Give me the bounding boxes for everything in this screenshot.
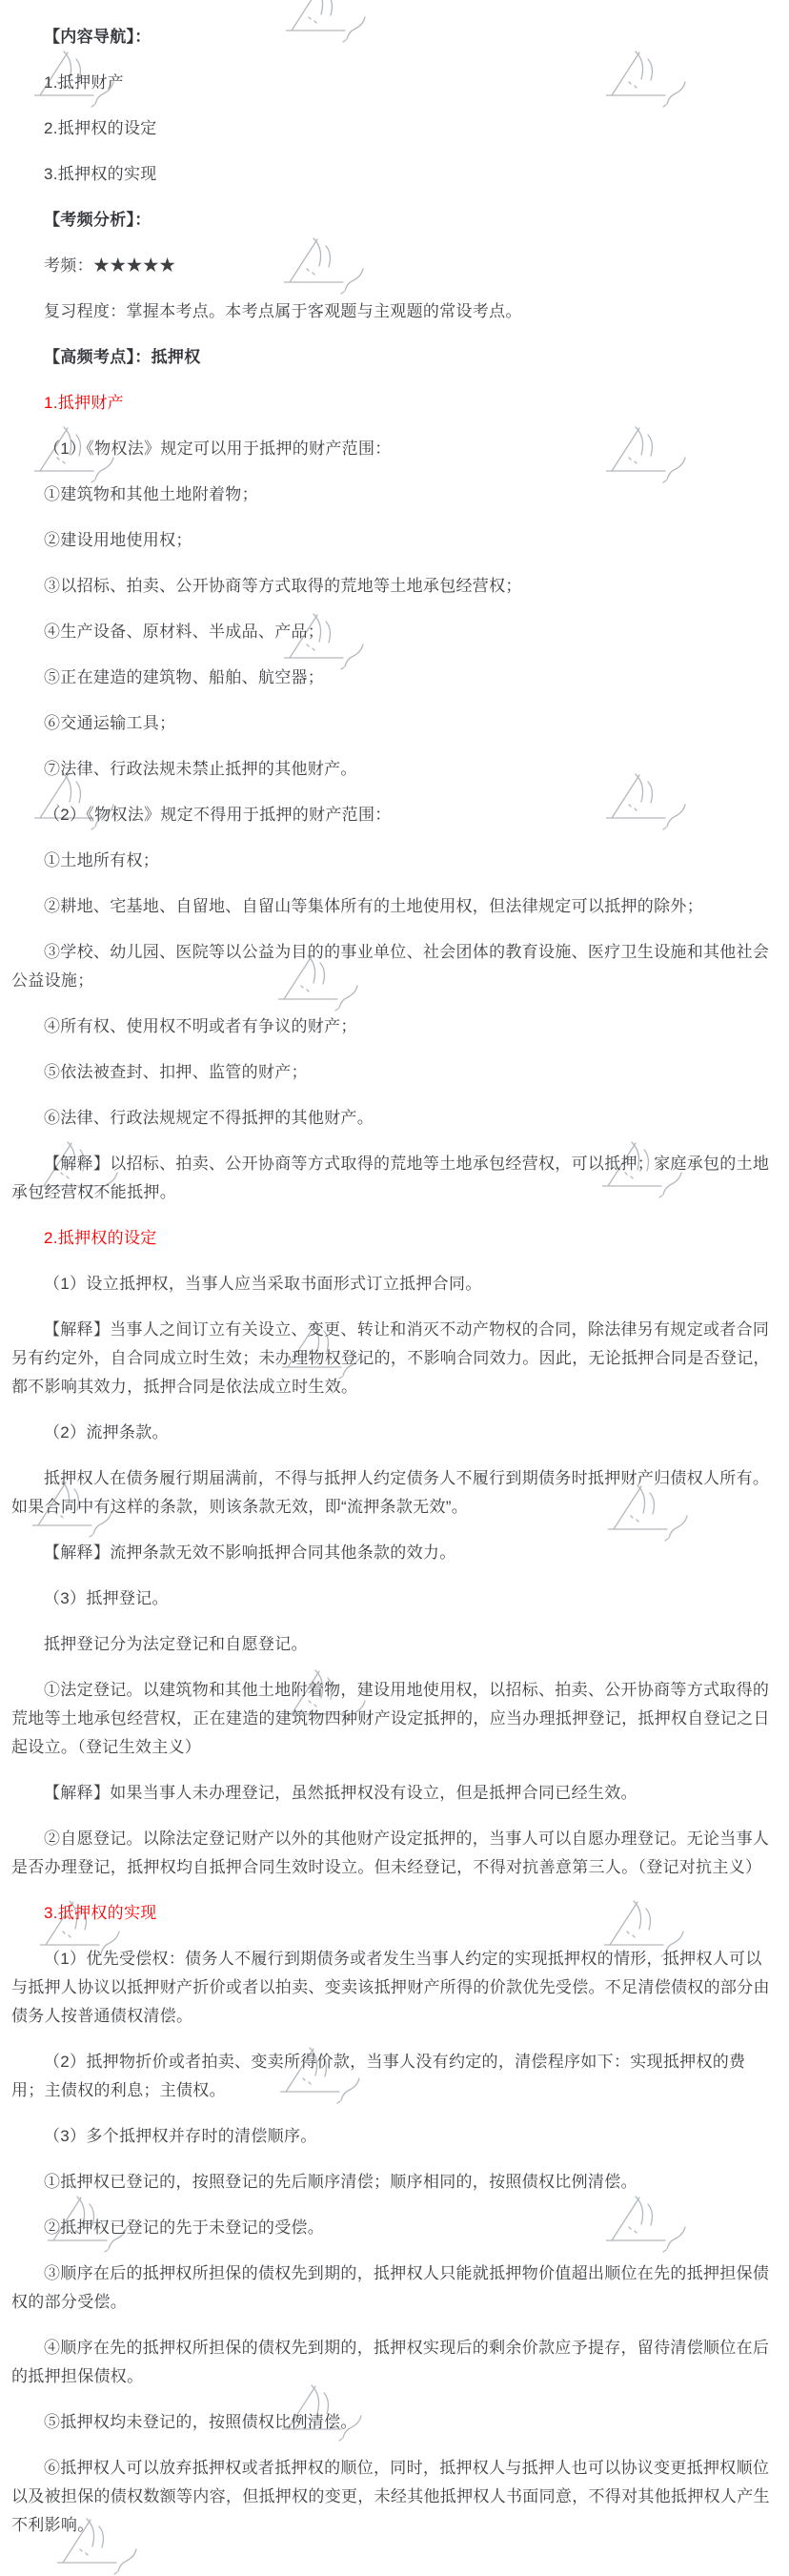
paragraph: （3）抵押登记。 <box>44 1589 169 1607</box>
paragraph: ③学校、幼儿园、医院等以公益为目的的事业单位、社会团体的教育设施、医疗卫生设施和其他社会公益设施； <box>11 943 770 990</box>
paragraph: ④生产设备、原材料、半成品、产品； <box>44 623 325 641</box>
paragraph: （1）《物权法》规定可以用于抵押的财产范围： <box>44 440 392 458</box>
paragraph: ①土地所有权； <box>44 851 160 869</box>
paragraph: ②建设用地使用权； <box>44 531 192 549</box>
paragraph: （3）多个抵押权并存时的清偿顺序。 <box>44 2127 317 2145</box>
section-heading: 2.抵押权的设定 <box>44 1229 157 1247</box>
paragraph-list <box>11 23 778 2540</box>
section-heading: 3.抵押权的实现 <box>44 1904 157 1922</box>
paragraph: ④所有权、使用权不明或者有争议的财产； <box>44 1017 357 1035</box>
paragraph: ⑥抵押权人可以放弃抵押权或者抵押权的顺位，同时，抵押权人与抵押人也可以协议变更抵押权顺位以及被担保的债权数额等内容，但抵押权的变更，未经其他抵押权人书面同意，不得对其他抵押权人产生不利影响。 <box>11 2459 770 2534</box>
paragraph: ①法定登记。以建筑物和其他土地附着物，建设用地使用权，以招标、拍卖、公开协商等方式取得的荒地等土地承包经营权，正在建造的建筑物四种财产设定抵押的，应当办理抵押登记，抵押权自登记之日起设立。（登记生效主义） <box>11 1681 770 1756</box>
paragraph: ②自愿登记。以除法定登记财产以外的其他财产设定抵押的，当事人可以自愿办理登记。无论当事人是否办理登记，抵押权均自抵押合同生效时设立。但未经登记，不得对抗善意第三人。（登记对抗主义） <box>11 1830 770 1876</box>
paragraph: ⑦法律、行政法规未禁止抵押的其他财产。 <box>44 760 357 778</box>
paragraph: ①抵押权已登记的，按照登记的先后顺序清偿；顺序相同的，按照债权比例清偿。 <box>44 2173 637 2191</box>
paragraph: （1）优先受偿权：债务人不履行到期债务或者发生当事人约定的实现抵押权的情形，抵押权人可以与抵押人协议以抵押财产折价或者以拍卖、变卖该抵押财产所得的价款优先受偿。不足清偿债权的部分由债务人按普通债权清偿。 <box>11 1950 770 2025</box>
paragraph: ④顺序在先的抵押权所担保的债权先到期的，抵押权实现后的剩余价款应予提存，留待清偿顺位在后的抵押担保债权。 <box>11 2339 770 2385</box>
paragraph: 2.抵押权的设定 <box>44 119 157 137</box>
paragraph: ⑥交通运输工具； <box>44 714 176 732</box>
paragraph: ⑤抵押权均未登记的，按照债权比例清偿。 <box>44 2413 357 2431</box>
paragraph: ⑤依法被查封、扣押、监管的财产； <box>44 1063 308 1081</box>
block-heading: 【考频分析】： <box>44 211 152 229</box>
paragraph: （2）流押条款。 <box>44 1423 169 1441</box>
paragraph: （2）抵押物折价或者拍卖、变卖所得价款，当事人没有约定的，清偿程序如下：实现抵押权的费用；主债权的利息；主债权。 <box>11 2053 746 2099</box>
paragraph: 3.抵押权的实现 <box>44 165 157 183</box>
paragraph: 抵押权人在债务履行期届满前，不得与抵押人约定债务人不履行到期债务时抵押财产归债权人所有。如果合同中有这样的条款，则该条款无效，即“流押条款无效”。 <box>11 1469 770 1516</box>
paragraph: ⑥法律、行政法规规定不得抵押的其他财产。 <box>44 1109 374 1127</box>
block-heading: 【内容导航】： <box>44 28 152 46</box>
paragraph: 抵押登记分为法定登记和自愿登记。 <box>44 1635 308 1653</box>
paragraph: ②抵押权已登记的先于未登记的受偿。 <box>44 2218 325 2237</box>
paragraph: 考频：★★★★★ <box>44 256 176 275</box>
paragraph: 【解释】当事人之间订立有关设立、变更、转让和消灭不动产物权的合同，除法律另有规定或者合同另有约定外，自合同成立时生效；未办理物权登记的，不影响合同效力。因此，无论抵押合同是否登记，都不影响其效力，抵押合同是依法成立时生效。 <box>11 1320 770 1396</box>
paragraph: （2）《物权法》规定不得用于抵押的财产范围： <box>44 806 392 824</box>
section-heading: 1.抵押财产 <box>44 394 124 412</box>
paragraph: 【解释】流押条款无效不影响抵押合同其他条款的效力。 <box>44 1544 456 1562</box>
paragraph: ③以招标、拍卖、公开协商等方式取得的荒地等土地承包经营权； <box>44 577 522 595</box>
paragraph: ③顺序在后的抵押权所担保的债权先到期的，抵押权人只能就抵押物价值超出顺位在先的抵押担保债权的部分受偿。 <box>11 2264 770 2311</box>
paragraph: 1.抵押财产 <box>44 73 124 92</box>
paragraph: 复习程度：掌握本考点。本考点属于客观题与主观题的常设考点。 <box>44 302 522 320</box>
paragraph: （1）设立抵押权，当事人应当采取书面形式订立抵押合同。 <box>44 1275 482 1293</box>
paragraph: 【解释】以招标、拍卖、公开协商等方式取得的荒地等土地承包经营权，可以抵押；家庭承包的土地承包经营权不能抵押。 <box>11 1155 770 1201</box>
block-heading: 【高频考点】：抵押权 <box>44 348 201 366</box>
paragraph: 【解释】如果当事人未办理登记，虽然抵押权没有设立，但是抵押合同已经生效。 <box>44 1784 637 1802</box>
paragraph: ⑤正在建造的建筑物、船舶、航空器； <box>44 668 325 686</box>
paragraph: ①建筑物和其他土地附着物； <box>44 485 258 503</box>
paragraph: ②耕地、宅基地、自留地、自留山等集体所有的土地使用权，但法律规定可以抵押的除外； <box>44 897 703 915</box>
